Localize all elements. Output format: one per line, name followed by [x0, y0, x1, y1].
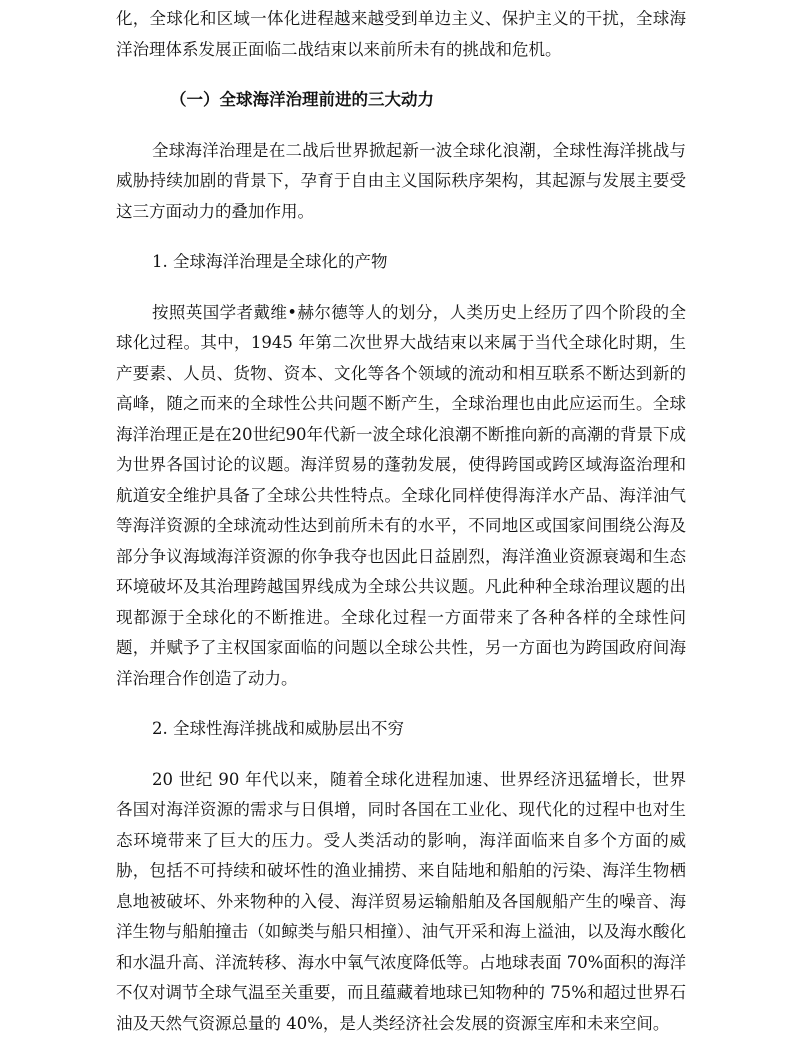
paragraph-intro-tail: 化，全球化和区域一体化进程越来越受到单边主义、保护主义的干扰，全球海洋治理体系发展正面临二战结束以来前所未有的挑战和危机。 [116, 4, 686, 65]
paragraph-globalization: 按照英国学者戴维•赫尔德等人的划分，人类历史上经历了四个阶段的全球化过程。其中，1945 年第二次世界大战结束以来属于当代全球化时期，生产要素、人员、货物、资本、文化等各个领域的流动和相互联系不断达到新的高峰，随之而来的全球性公共问题不断产生，全球治理也由此应运而生。全球海洋治理正是在20世纪90年代新一波全球化浪潮不断推向新的高潮的背景下成为世界各国讨论的议题。海洋贸易的蓬勃发展，使得跨国或跨区域海盗治理和航道安全维护具备了全球公共性特点。全球化同样使得海洋水产品、海洋油气等海洋资源的全球流动性达到前所未有的水平，不同地区或国家间围绕公海及部分争议海域海洋资源的你争我夺也因此日益剧烈，海洋渔业资源衰竭和生态环境破坏及其治理跨越国界线成为全球公共议题。凡此种种全球治理议题的出现都源于全球化的不断推进。全球化过程一方面带来了各种各样的全球性问题，并赋予了主权国家面临的问题以全球公共性，另一方面也为跨国政府间海洋治理合作创造了动力。 [116, 298, 686, 695]
section-heading: （一）全球海洋治理前进的三大动力 [116, 85, 686, 116]
subheading-2: 2. 全球性海洋挑战和威胁层出不穷 [116, 714, 686, 745]
paragraph-challenges: 20 世纪 90 年代以来，随着全球化进程加速、世界经济迅猛增长，世界各国对海洋资源的需求与日俱增，同时各国在工业化、现代化的过程中也对生态环境带来了巨大的压力。受人类活动的影响，海洋面临来自多个方面的威胁，包括不可持续和破坏性的渔业捕捞、来自陆地和船舶的污染、海洋生物栖息地被破坏、外来物种的入侵、海洋贸易运输船舶及各国舰船产生的噪音、海洋生物与船舶撞击（如鲸类与船只相撞）、油气开采和海上溢油，以及海水酸化和水温升高、洋流转移、海水中氧气浓度降低等。占地球表面 70%面积的海洋不仅对调节全球气温至关重要，而且蕴藏着地球已知物种的 75%和超过世界石油及天然气资源总量的 40%，是人类经济社会发展的资源宝库和未来空间。 [116, 765, 686, 1039]
document-page [116, 4, 686, 1039]
subheading-1: 1. 全球海洋治理是全球化的产物 [116, 247, 686, 278]
paragraph-section-intro: 全球海洋治理是在二战后世界掀起新一波全球化浪潮，全球性海洋挑战与威胁持续加剧的背景下，孕育于自由主义国际秩序架构，其起源与发展主要受这三方面动力的叠加作用。 [116, 136, 686, 228]
